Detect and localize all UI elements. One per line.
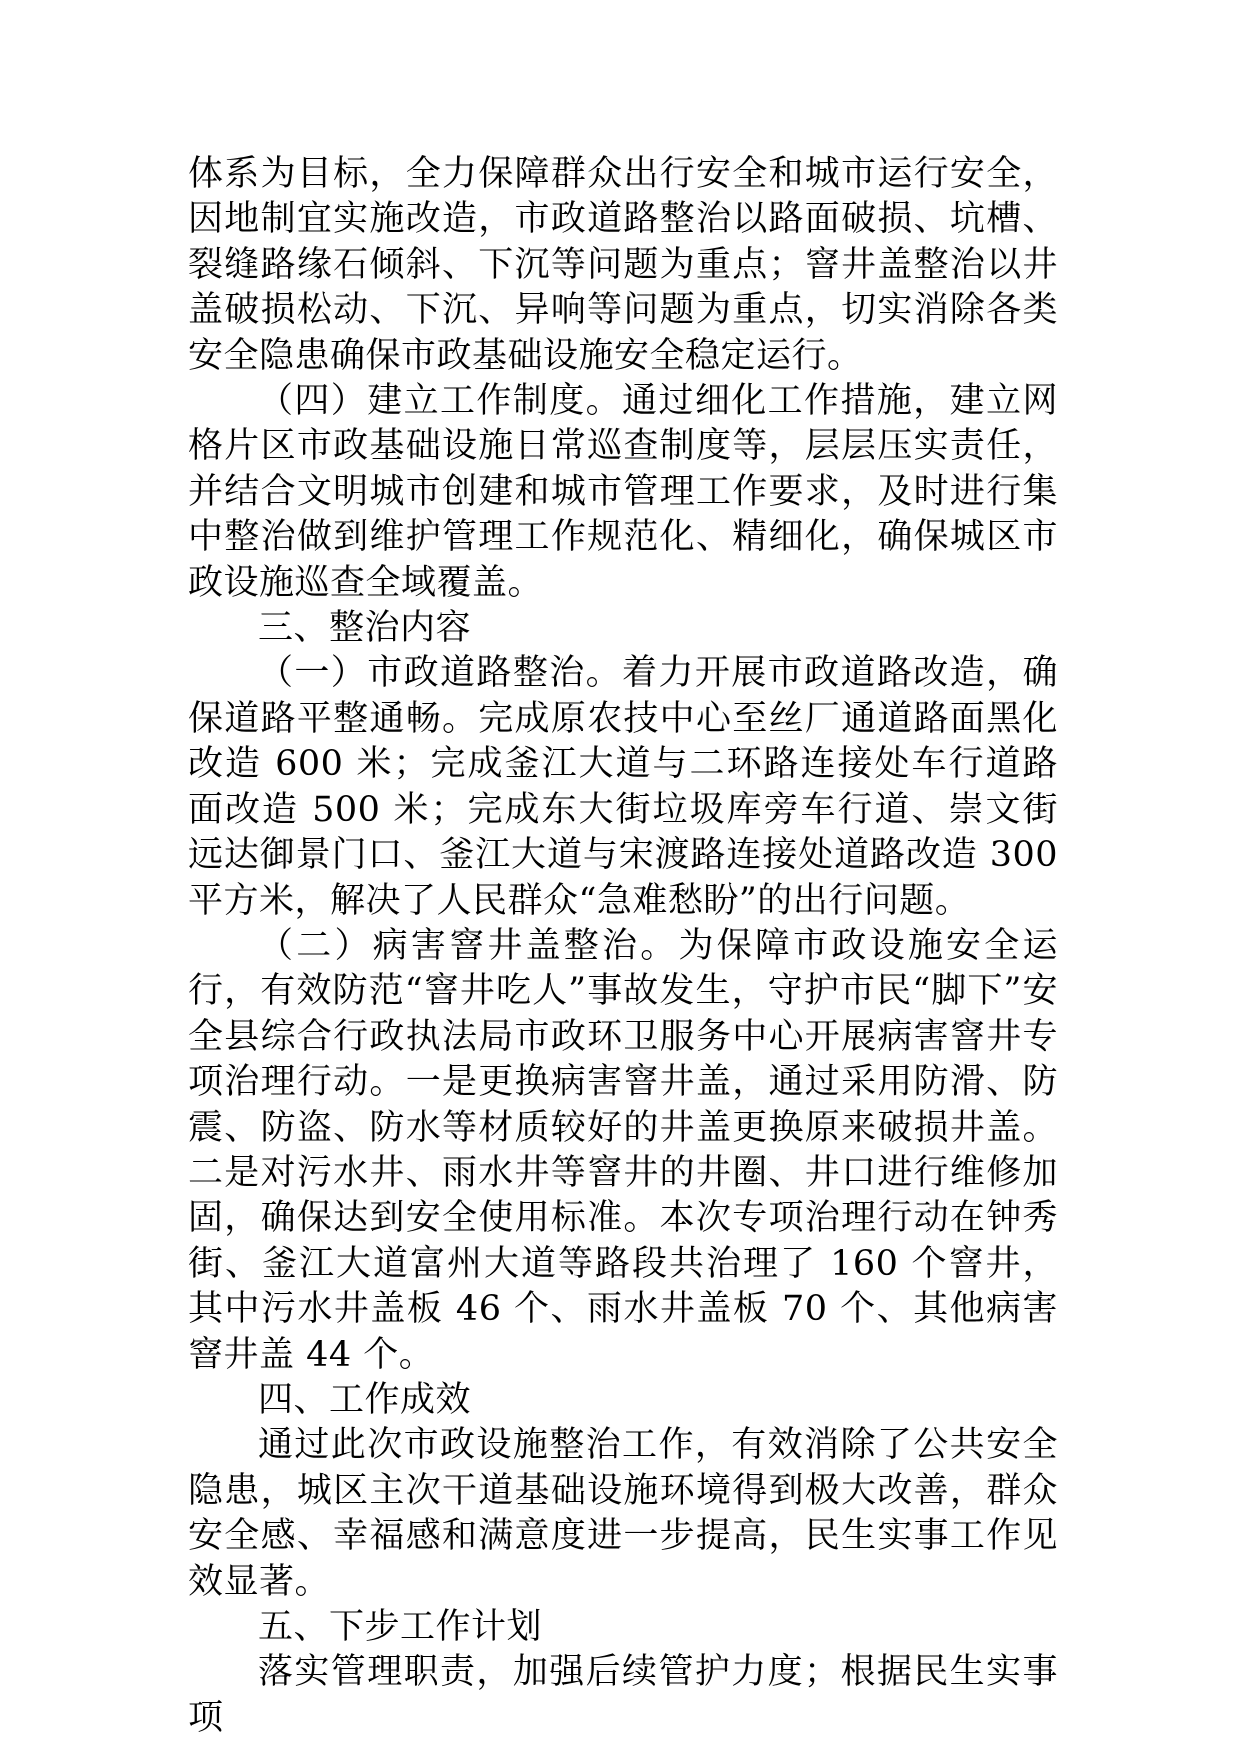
paragraph-work-system: （四）建立工作制度。通过细化工作措施，建立网格片区市政基础设施日常巡查制度等，层层压实责任，并结合文明城市创建和城市管理工作要求，及时进行集中整治做到维护管理工作规范化、精细化，确保城区市政设施巡查全域覆盖。 [188,381,1058,603]
document-body [188,152,1058,1741]
section-heading-rectification-content: 三、整治内容 [258,608,472,649]
paragraph-manhole-rectification: （二）病害窨井盖整治。为保障市政设施安全运行，有效防范“窨井吃人”事故发生，守护市民“脚下”安全县综合行政执法局市政环卫服务中心开展病害窨井专项治理行动。一是更换病害窨井盖，通过采用防滑、防震、防盗、防水等材质较好的井盖更换原来破损井盖。二是对污水井、雨水井等窨井的井圈、井口进行维修加固，确保达到安全使用标准。本次专项治理行动在钟秀街、釜江大道富州大道等路段共治理了 160 个窨井，其中污水井盖板 46 个、雨水井盖板 70 个、其他病害窨井盖 44 个。 [188,925,1058,1375]
paragraph-intro-continuation: 体系为目标，全力保障群众出行安全和城市运行安全，因地制宜实施改造，市政道路整治以路面破损、坑槽、裂缝路缘石倾斜、下沉等问题为重点；窨井盖整治以井盖破损松动、下沉、异响等问题为重点，切实消除各类安全隐患确保市政基础设施安全稳定运行。 [188,154,1058,376]
paragraph-next-plan: 落实管理职责，加强后续管护力度；根据民生实事项 [188,1652,1058,1738]
paragraph-work-results: 通过此次市政设施整治工作，有效消除了公共安全隐患，城区主次干道基础设施环境得到极大改善，群众安全感、幸福感和满意度进一步提高，民生实事工作见效显著。 [188,1425,1058,1602]
paragraph-road-rectification: （一）市政道路整治。着力开展市政道路改造，确保道路平整通畅。完成原农技中心至丝厂通道路面黑化改造 600 米；完成釜江大道与二环路连接处车行道路面改造 500 米；完成东大街垃圾库旁车行道、崇文街远达御景门口、釜江大道与宋渡路连接处道路改造 300 平方米，解决了人民群众“急难愁盼”的出行问题。 [188,653,1058,921]
section-heading-next-plan: 五、下步工作计划 [258,1607,543,1647]
section-heading-work-results: 四、工作成效 [258,1379,472,1420]
